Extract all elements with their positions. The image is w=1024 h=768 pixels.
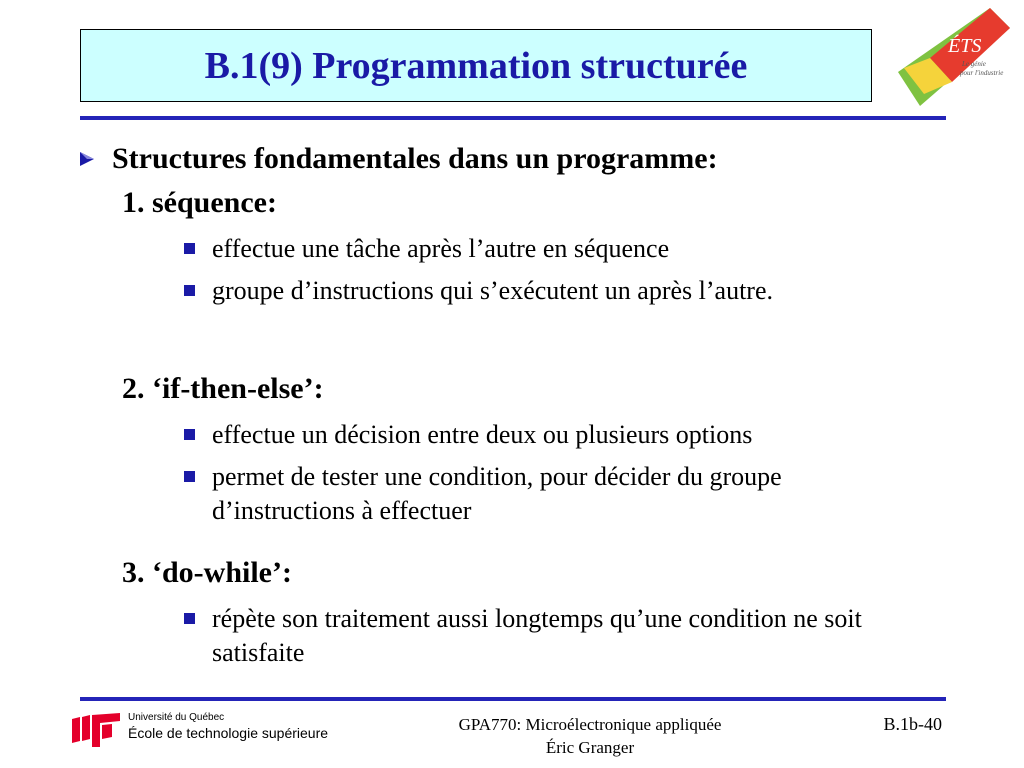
square-bullet-icon	[184, 613, 195, 624]
logo-tagline-2: pour l'industrie	[960, 69, 1004, 77]
main-bullet-text: Structures fondamentales dans un programme:	[112, 142, 718, 175]
author-name: Éric Granger	[545, 738, 635, 757]
school-name: École de technologie supérieure	[128, 725, 329, 741]
bottom-rule	[80, 697, 946, 701]
ets-logo	[890, 2, 1022, 110]
section-heading-sequence: 1. séquence:	[122, 186, 277, 219]
square-bullet-icon	[184, 243, 195, 254]
square-bullet-icon	[184, 285, 195, 296]
uq-logo	[72, 713, 122, 747]
logo-letters: ÉTS	[948, 35, 982, 57]
main-bullet	[78, 142, 718, 176]
list-item: effectue une tâche après l’autre en séquence	[184, 232, 944, 266]
list-item: groupe d’instructions qui s’exécutent un après l’autre.	[184, 274, 944, 308]
title-box	[80, 29, 872, 102]
list-item: permet de tester une condition, pour décider du groupe d’instructions à effectuer	[184, 460, 944, 528]
section-heading-if-then-else: 2. ‘if-then-else’:	[122, 372, 324, 405]
arrow-bullet-icon	[78, 150, 96, 168]
section-heading-do-while: 3. ‘do-while’:	[122, 556, 292, 589]
logo-tagline-1: Le génie	[962, 60, 986, 68]
top-rule	[80, 116, 946, 120]
square-bullet-icon	[184, 429, 195, 440]
list-item: répète son traitement aussi longtemps qu’une condition ne soit satisfaite	[184, 602, 944, 670]
slide-title: B.1(9) Programmation structurée	[204, 44, 748, 87]
slide-number: B.1b-40	[883, 714, 942, 734]
university-name: Université du Québec	[128, 712, 225, 723]
list-item: effectue un décision entre deux ou plusieurs options	[184, 418, 944, 452]
square-bullet-icon	[184, 471, 195, 482]
course-name: GPA770: Microélectronique appliquée	[458, 715, 722, 734]
